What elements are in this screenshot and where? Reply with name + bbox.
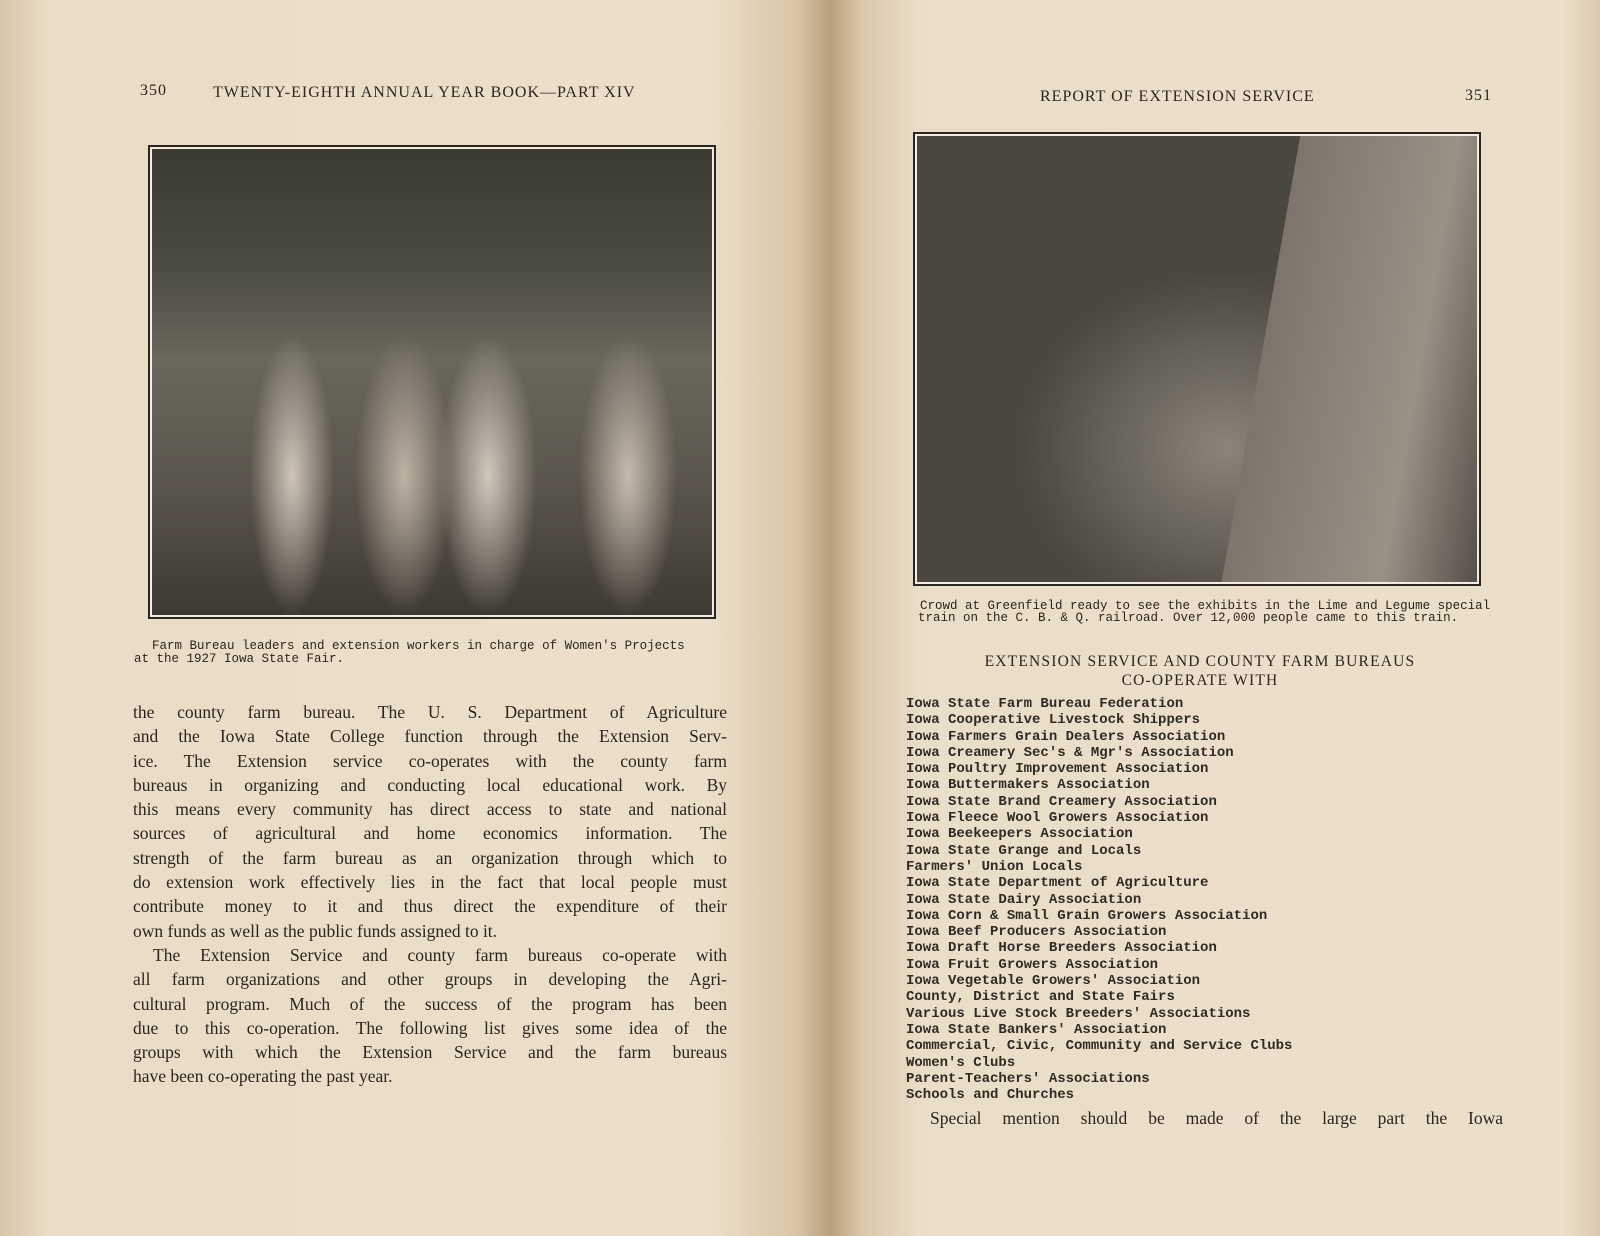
body-line: the county farm bureau. The U. S. Department of Agriculture xyxy=(133,702,727,722)
list-item: Iowa State Dairy Association xyxy=(906,891,1142,908)
list-item: Iowa Farmers Grain Dealers Association xyxy=(906,728,1226,745)
list-item: Iowa Cooperative Livestock Shippers xyxy=(906,712,1201,729)
list-item: Schools and Churches xyxy=(906,1087,1075,1104)
list-item: Iowa Creamery Sec's & Mgr's Association xyxy=(906,744,1234,761)
photo-train-crowd xyxy=(913,132,1481,586)
list-item: Iowa State Brand Creamery Association xyxy=(906,793,1217,810)
list-item: Iowa State Grange and Locals xyxy=(906,842,1142,859)
page-number: 351 xyxy=(1465,87,1492,104)
body-line: sources of agricultural and home economics information. The xyxy=(133,823,727,844)
running-head: TWENTY-EIGHTH ANNUAL YEAR BOOK—PART XIV xyxy=(213,84,636,101)
body-text xyxy=(133,700,727,1089)
body-line: this means every community has direct access to state and national xyxy=(133,799,727,820)
list-item: Iowa Vegetable Growers' Association xyxy=(906,973,1201,990)
body-line: all farm organizations and other groups in developing the Agri- xyxy=(133,969,727,990)
list-item: Iowa Beef Producers Association xyxy=(906,924,1167,941)
body-line: own funds as well as the public funds assigned to it. xyxy=(133,920,498,941)
list-item: Farmers' Union Locals xyxy=(906,858,1083,875)
list-item: Iowa Buttermakers Association xyxy=(906,777,1150,794)
section-heading-line: EXTENSION SERVICE AND COUNTY FARM BUREAUS xyxy=(984,653,1416,670)
list-item: Women's Clubs xyxy=(906,1054,1016,1071)
body-line: groups with which the Extension Service and the farm bureaus xyxy=(133,1042,727,1063)
list-item: Iowa State Farm Bureau Federation xyxy=(906,696,1184,712)
body-line: ice. The Extension service co-operates with the county farm xyxy=(133,750,727,771)
photo-caption-line: train on the C. B. & Q. railroad. Over 12,000 people came to this train. xyxy=(918,611,1459,625)
list-item: Iowa State Bankers' Association xyxy=(906,1021,1167,1038)
organization-list xyxy=(906,696,1292,1103)
list-item: Various Live Stock Breeders' Associations xyxy=(906,1005,1251,1022)
body-line: strength of the farm bureau as an organization through which to xyxy=(133,847,727,868)
list-item: Parent-Teachers' Associations xyxy=(906,1070,1150,1087)
section-heading-line: CO-OPERATE WITH xyxy=(1121,672,1279,689)
list-item: Iowa Draft Horse Breeders Association xyxy=(906,940,1217,957)
list-item: Iowa Poultry Improvement Association xyxy=(906,761,1209,778)
photo-caption-line: Crowd at Greenfield ready to see the exhibits in the Lime and Legume special xyxy=(920,599,1491,613)
body-line: do extension work effectively lies in the fact that local people must xyxy=(133,872,727,893)
body-line: bureaus in organizing and conducting local educational work. By xyxy=(133,774,727,795)
list-item: Iowa Corn & Small Grain Growers Association xyxy=(906,907,1268,924)
list-item: Commercial, Civic, Community and Service Clubs xyxy=(906,1038,1293,1055)
photo-women-group xyxy=(148,145,716,619)
right-page xyxy=(830,0,1600,1236)
body-line: due to this co-operation. The following list gives some idea of the xyxy=(133,1017,727,1038)
body-line: cultural program. Much of the success of the program has been xyxy=(133,993,727,1014)
body-line: and the Iowa State College function through the Extension Serv- xyxy=(133,726,727,747)
photo-caption-line: Farm Bureau leaders and extension workers in charge of Women's Projects xyxy=(152,639,685,653)
list-item: Iowa Beekeepers Association xyxy=(906,826,1133,843)
list-item: Iowa Fruit Growers Association xyxy=(906,956,1159,973)
body-line: The Extension Service and county farm bureaus co-operate with xyxy=(153,944,727,965)
closing-line: Special mention should be made of the large part the Iowa xyxy=(930,1108,1503,1128)
body-line: contribute money to it and thus direct the expenditure of their xyxy=(133,896,727,917)
list-item: Iowa Fleece Wool Growers Association xyxy=(906,810,1209,827)
list-item: County, District and State Fairs xyxy=(906,989,1175,1006)
photo-caption-line: at the 1927 Iowa State Fair. xyxy=(134,652,345,666)
body-line: have been co-operating the past year. xyxy=(133,1066,393,1087)
running-head: REPORT OF EXTENSION SERVICE xyxy=(1040,88,1315,105)
section-heading xyxy=(910,652,1490,690)
page-number: 350 xyxy=(140,82,167,99)
list-item: Iowa State Department of Agriculture xyxy=(906,875,1209,892)
